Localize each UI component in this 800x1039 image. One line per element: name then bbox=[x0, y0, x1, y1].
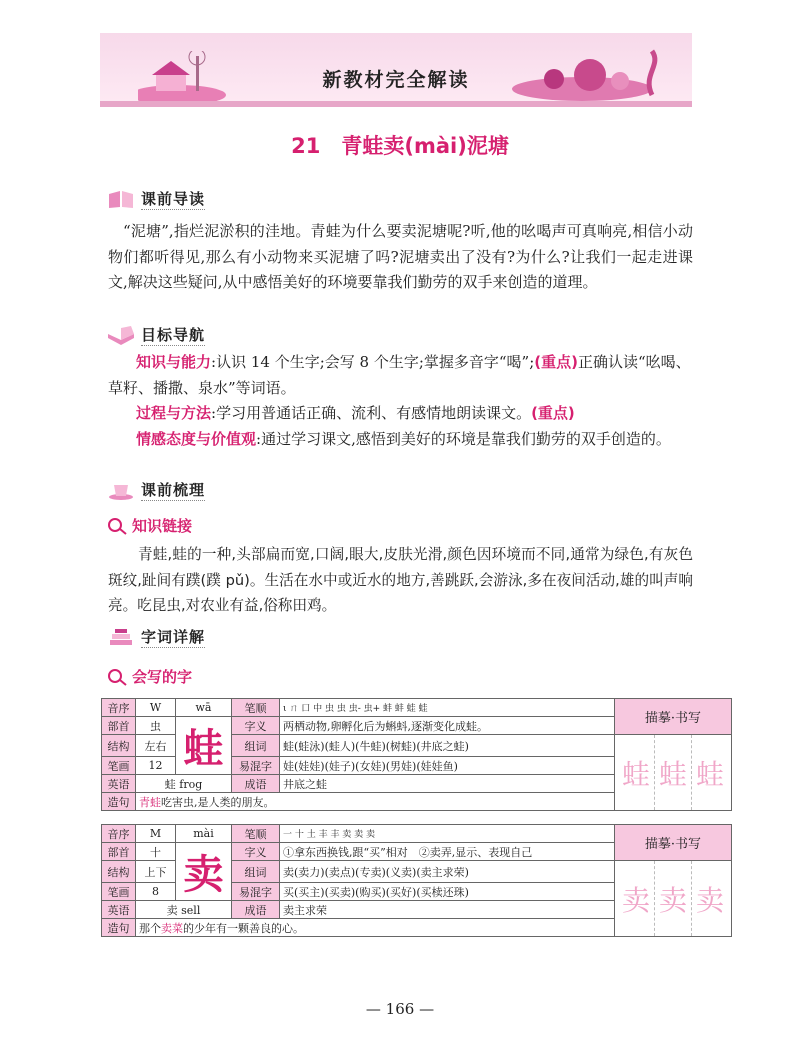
char-table-wa: 音序 W wā 笔顺 ι ㄇ 口 中 虫 虫 虫- 虫+ 蚌 蚌 蛙 蛙 描摹·书写 部首 虫 蛙 字义 两栖动物,卵孵化后为蝌蚪,逐渐变化成蛙。 结构 左右 组词 蛙(蛙泳)(蛙人)(牛蛙)(树蛙)(井底之蛙) 蛙 蛙 蛙 笔画 12 易混字 娃(娃娃)(娃子)(女娃)(男娃)(娃娃鱼) 英语 蛙 frog 成语 井底之蛙 造句 青蛙吃害虫,是人类的朋友。 bbox=[101, 698, 732, 811]
section-review-heading: 课前梳理 bbox=[107, 478, 205, 502]
page-number: — 166 — bbox=[365, 1000, 435, 1018]
example-sentence: 青蛙吃害虫,是人类的朋友。 bbox=[136, 793, 615, 811]
big-char: 蛙 bbox=[176, 717, 232, 775]
stroke-order: ι ㄇ 口 中 虫 虫 虫- 虫+ 蚌 蚌 蛙 蛙 bbox=[280, 699, 615, 717]
cup-icon bbox=[107, 479, 135, 501]
magnifier-icon bbox=[106, 667, 128, 687]
section-vocab-heading: 字词详解 bbox=[107, 625, 205, 649]
goal-process: 过程与方法:学习用普通话正确、流利、有感情地朗读课文。(重点) bbox=[136, 404, 575, 422]
write-heading: 会写的字 bbox=[106, 666, 192, 687]
open-book-icon bbox=[107, 324, 135, 346]
magnifier-icon bbox=[106, 516, 128, 536]
section-goals-heading: 目标导航 bbox=[107, 323, 205, 347]
section-preview-heading: 课前导读 bbox=[107, 187, 205, 211]
goal-knowledge: 知识与能力:认识 14 个生字;会写 8 个生字;掌握多音字“喝”;(重点)正确认读“吆喝、草籽、播撒、泉水”等词语。 bbox=[108, 353, 691, 397]
book-icon bbox=[107, 188, 135, 210]
tracing-grid: 蛙 蛙 蛙 bbox=[615, 735, 732, 811]
knowledge-text: 青蛙,蛙的一种,头部扁而宽,口阔,眼大,皮肤光滑,颜色因环境而不同,通常为绿色,有灰色斑纹,趾间有蹼(蹼 pǔ)。生活在水中或近水的地方,善跳跃,会游泳,多在夜间活动,雄的叫声响亮。吃昆虫,对农业有益,俗称田鸡。 bbox=[108, 546, 693, 614]
goal-emotion: 情感态度与价值观:通过学习课文,感悟到美好的环境是靠我们勤劳的双手创造的。 bbox=[136, 430, 671, 448]
example-sentence: 那个卖菜的少年有一颗善良的心。 bbox=[136, 919, 615, 937]
books-icon bbox=[107, 626, 135, 648]
preview-text: “泥塘”,指烂泥淤积的洼地。青蛙为什么要卖泥塘呢?听,他的吆喝声可真响亮,相信小动物们都听得见,那么有小动物来买泥塘了吗?泥塘卖出了没有?为什么?让我们一起走进课文,解决这些疑问,从中感悟美好的环境要靠我们勤劳的双手来创造的道理。 bbox=[108, 222, 693, 291]
header-banner bbox=[100, 33, 692, 107]
knowledge-heading: 知识链接 bbox=[106, 515, 192, 536]
char-table-mai: 音序 M mài 笔顺 一 十 土 丰 丰 卖 卖 卖 描摹·书写 部首 十 卖 字义 ①拿东西换钱,跟“买”相对 ②卖弄,显示、表现自己 结构 上下 组词 卖(卖力)(卖点)(专卖)(义卖)(卖主求荣) 卖 卖 卖 笔画 8 易混字 买(买主)(买卖)(购买)(买好)(买椟还珠) 英语 卖 sell 成语 卖主求荣 造句 那个卖菜的少年有一颗善良的心。 bbox=[101, 824, 732, 937]
tracing-grid: 卖 卖 卖 bbox=[615, 861, 732, 937]
big-char: 卖 bbox=[176, 843, 232, 901]
lesson-title: 21 青蛙卖(mài)泥塘 bbox=[291, 134, 509, 158]
stroke-order: 一 十 土 丰 丰 卖 卖 卖 bbox=[280, 825, 615, 843]
book-title: 新教材完全解读 bbox=[322, 69, 470, 91]
